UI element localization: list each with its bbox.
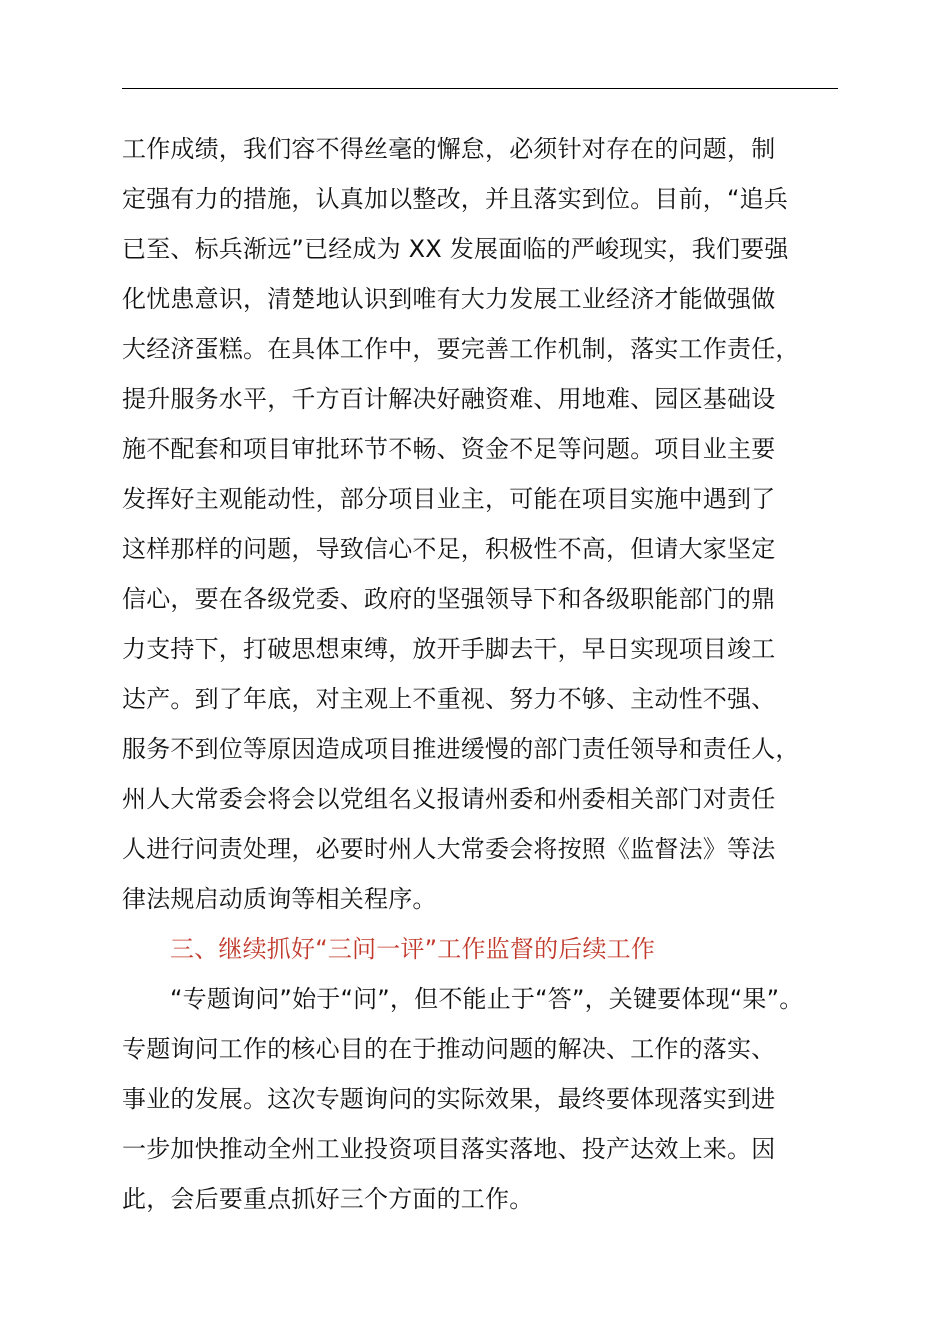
text-line: 发挥好主观能动性，部分项目业主，可能在项目实施中遇到了 xyxy=(122,485,776,513)
text-line: 此，会后要重点抓好三个方面的工作。 xyxy=(122,1185,534,1213)
section-heading-line xyxy=(122,924,862,974)
document-body xyxy=(122,124,862,1224)
text-line: 定强有力的措施，认真加以整改，并且落实到位。目前，“追兵 xyxy=(122,185,789,213)
text-line: 提升服务水平，千方百计解决好融资难、用地难、园区基础设 xyxy=(122,385,776,413)
text-line: 化忧患意识，清楚地认识到唯有大力发展工业经济才能做强做 xyxy=(122,285,776,313)
section-heading: 三、继续抓好“三问一评”工作监督的后续工作 xyxy=(170,935,656,963)
text-line: 服务不到位等原因造成项目推进缓慢的部门责任领导和责任人， xyxy=(122,735,800,763)
text-line: 大经济蛋糕。在具体工作中，要完善工作机制，落实工作责任， xyxy=(122,335,800,363)
text-line: 信心，要在各级党委、政府的坚强领导下和各级职能部门的鼎 xyxy=(122,585,776,613)
text-line: 已至、标兵渐远”已经成为 XX 发展面临的严峻现实，我们要强 xyxy=(122,235,789,263)
text-line: 工作成绩，我们容不得丝毫的懈怠，必须针对存在的问题，制 xyxy=(122,135,776,163)
paragraph-1 xyxy=(122,124,862,924)
header-rule xyxy=(122,88,838,89)
text-line: 一步加快推动全州工业投资项目落实落地、投产达效上来。因 xyxy=(122,1135,776,1163)
text-line: 达产。到了年底，对主观上不重视、努力不够、主动性不强、 xyxy=(122,685,776,713)
text-line: 州人大常委会将会以党组名义报请州委和州委相关部门对责任 xyxy=(122,785,776,813)
text-line: 事业的发展。这次专题询问的实际效果，最终要体现落实到进 xyxy=(122,1085,776,1113)
text-line: 人进行问责处理，必要时州人大常委会将按照《监督法》等法 xyxy=(122,835,776,863)
text-line: 律法规启动质询等相关程序。 xyxy=(122,885,437,913)
paragraph-2 xyxy=(122,974,862,1224)
text-line: “专题询问”始于“问”，但不能止于“答”，关键要体现“果”。 xyxy=(170,985,804,1013)
text-line: 这样那样的问题，导致信心不足，积极性不高，但请大家坚定 xyxy=(122,535,776,563)
text-line: 专题询问工作的核心目的在于推动问题的解决、工作的落实、 xyxy=(122,1035,776,1063)
text-line: 力支持下，打破思想束缚，放开手脚去干，早日实现项目竣工 xyxy=(122,635,776,663)
text-line: 施不配套和项目审批环节不畅、资金不足等问题。项目业主要 xyxy=(122,435,776,463)
